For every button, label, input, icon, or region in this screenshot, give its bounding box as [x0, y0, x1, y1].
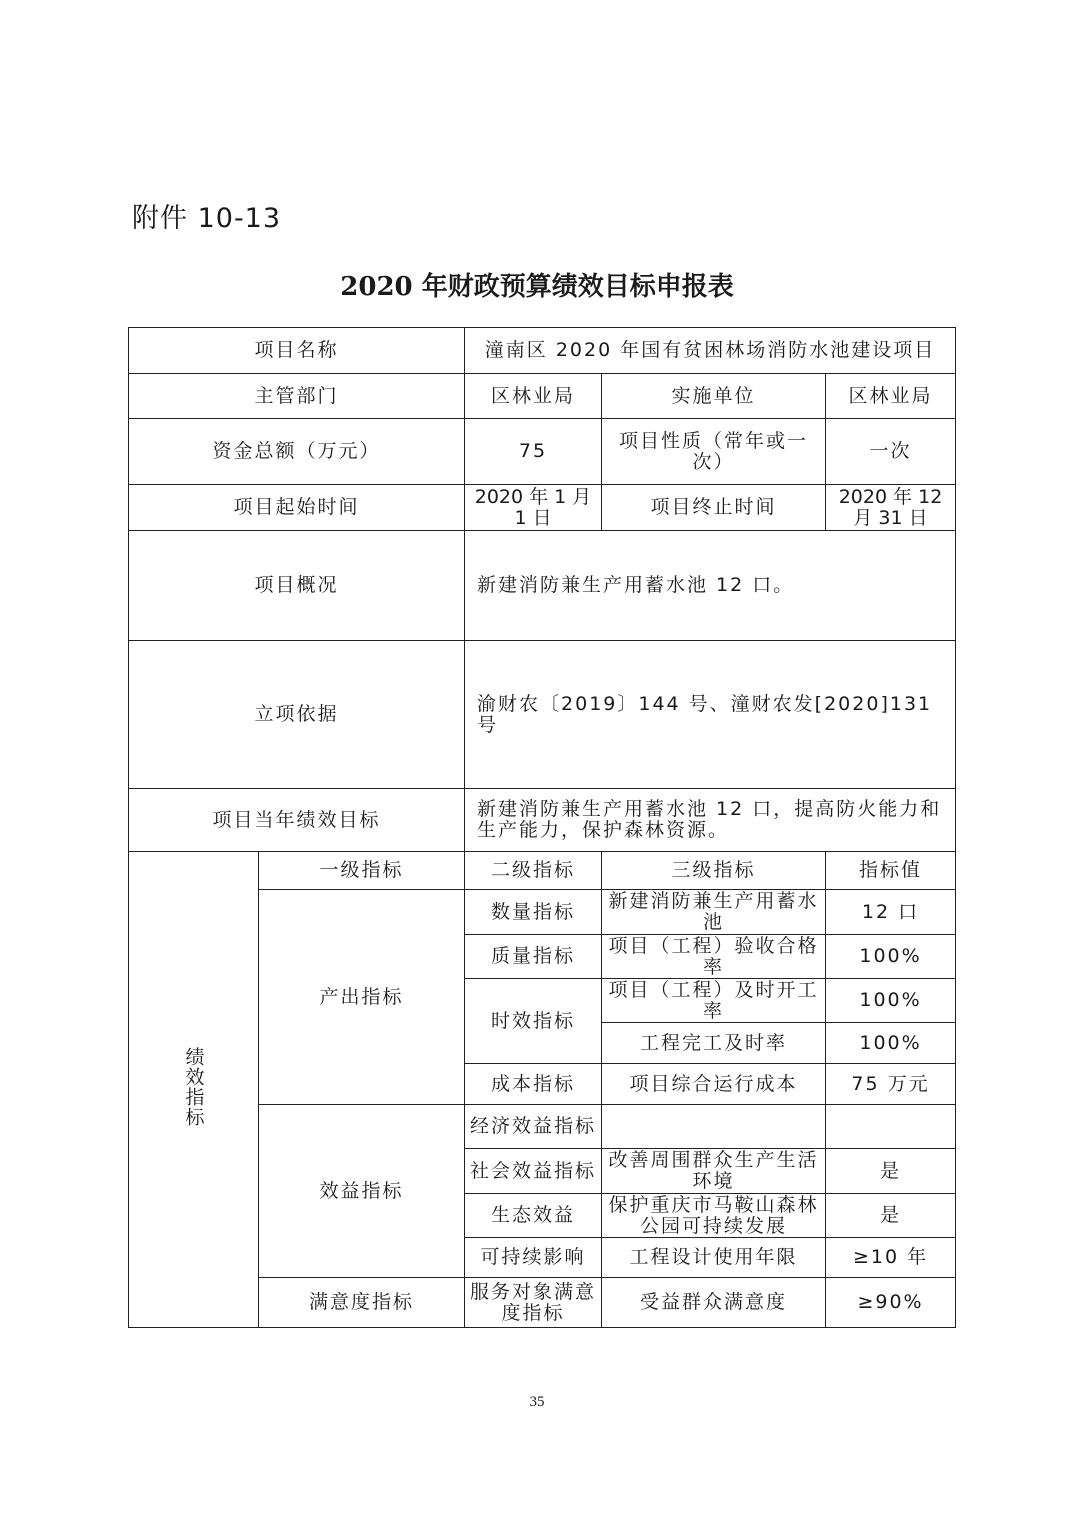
third-level-cell	[602, 1105, 826, 1149]
value-cell: 100%	[826, 935, 956, 979]
basis-label: 立项依据	[129, 641, 465, 789]
row-department	[129, 374, 956, 419]
page-number: 35	[529, 1394, 545, 1410]
nature-value: 一次	[826, 419, 956, 485]
value-cell: 是	[826, 1194, 956, 1238]
output-indicator-label: 产出指标	[259, 890, 465, 1105]
third-level-cell: 项目综合运行成本	[602, 1064, 826, 1105]
third-level-cell: 工程完工及时率	[602, 1023, 826, 1064]
form-title: 2020 年财政预算绩效目标申报表	[340, 272, 734, 302]
dept-label: 主管部门	[129, 374, 465, 419]
value-cell: ≥10 年	[826, 1238, 956, 1278]
row-overview	[129, 531, 956, 641]
second-level-cell: 可持续影响	[465, 1238, 602, 1278]
second-level-cell: 数量指标	[465, 890, 602, 935]
benefit-indicator-label: 效益指标	[259, 1105, 465, 1278]
second-level-cell: 成本指标	[465, 1064, 602, 1105]
third-level-cell: 保护重庆市马鞍山森林公园可持续发展	[602, 1194, 826, 1238]
impl-value: 区林业局	[826, 374, 956, 419]
end-value: 2020 年 12 月 31 日	[826, 485, 956, 531]
second-level-cell: 经济效益指标	[465, 1105, 602, 1149]
third-level-cell: 新建消防兼生产用蓄水池	[602, 890, 826, 935]
value-cell: 100%	[826, 979, 956, 1023]
row-goal	[129, 789, 956, 852]
value-cell: 是	[826, 1149, 956, 1194]
header-third-level: 三级指标	[602, 852, 826, 890]
row-project-name	[129, 328, 956, 374]
row-dates	[129, 485, 956, 531]
third-level-cell: 项目（工程）验收合格率	[602, 935, 826, 979]
second-level-cell: 社会效益指标	[465, 1149, 602, 1194]
third-level-cell: 改善周围群众生产生活环境	[602, 1149, 826, 1194]
value-cell: 12 口	[826, 890, 956, 935]
satisfaction-indicator-label: 满意度指标	[259, 1278, 465, 1328]
third-level-cell: 受益群众满意度	[602, 1278, 826, 1328]
indicators-section-text: 绩效指标	[182, 1047, 205, 1127]
project-name-label: 项目名称	[129, 328, 465, 374]
attachment-label: 附件 10-13	[132, 203, 282, 234]
funds-value: 75	[465, 419, 602, 485]
second-level-cell: 服务对象满意度指标	[465, 1278, 602, 1328]
header-second-level: 二级指标	[465, 852, 602, 890]
impl-label: 实施单位	[602, 374, 826, 419]
header-value: 指标值	[826, 852, 956, 890]
header-first-level: 一级指标	[259, 852, 465, 890]
third-level-cell: 工程设计使用年限	[602, 1238, 826, 1278]
basis-value: 渝财农〔2019〕144 号、潼财农发[2020]131 号	[465, 641, 956, 789]
value-cell: 75 万元	[826, 1064, 956, 1105]
overview-value: 新建消防兼生产用蓄水池 12 口。	[465, 531, 956, 641]
nature-label: 项目性质（常年或一次）	[602, 419, 826, 485]
row-basis	[129, 641, 956, 789]
project-name-value: 潼南区 2020 年国有贫困林场消防水池建设项目	[465, 328, 956, 374]
goal-value: 新建消防兼生产用蓄水池 12 口，提高防火能力和生产能力，保护森林资源。	[465, 789, 956, 852]
row-funds	[129, 419, 956, 485]
start-label: 项目起始时间	[129, 485, 465, 531]
value-cell: ≥90%	[826, 1278, 956, 1328]
value-cell: 100%	[826, 1023, 956, 1064]
end-label: 项目终止时间	[602, 485, 826, 531]
funds-label: 资金总额（万元）	[129, 419, 465, 485]
third-level-cell: 项目（工程）及时开工率	[602, 979, 826, 1023]
start-value: 2020 年 1 月 1 日	[465, 485, 602, 531]
goal-label: 项目当年绩效目标	[129, 789, 465, 852]
second-level-cell: 质量指标	[465, 935, 602, 979]
second-level-cell: 生态效益	[465, 1194, 602, 1238]
overview-label: 项目概况	[129, 531, 465, 641]
timeliness-indicator-label: 时效指标	[465, 979, 602, 1064]
dept-value: 区林业局	[465, 374, 602, 419]
value-cell	[826, 1105, 956, 1149]
indicators-section-label	[129, 852, 259, 1328]
indicator-header-row	[129, 852, 956, 890]
performance-target-form	[128, 327, 956, 1328]
